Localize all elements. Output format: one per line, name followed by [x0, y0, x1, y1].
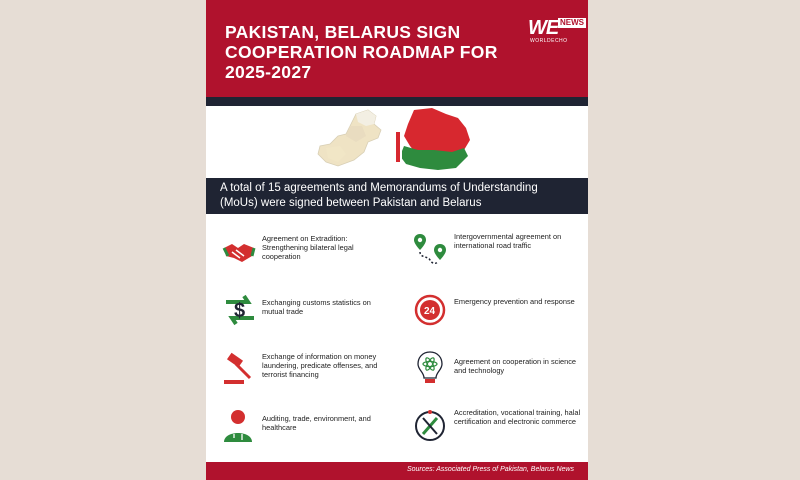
svg-text:$: $: [234, 300, 246, 322]
infographic-card: [206, 0, 588, 480]
tools-icon: [414, 408, 450, 444]
belarus-map: [394, 108, 470, 170]
summary-text: A total of 15 agreements and Memorandums of Understanding (MoUs) were signed between Pakistan and Belarus: [220, 182, 538, 209]
doctor-icon: [222, 408, 258, 444]
header: [206, 0, 588, 97]
24-hour-icon: [414, 292, 450, 328]
handshake-icon: [222, 234, 258, 270]
agreement-label: Intergovernmental agreement on international road traffic: [454, 232, 562, 251]
footer: [206, 462, 588, 480]
agreement-label: Accreditation, vocational training, halal certification and electronic commerce: [454, 408, 581, 427]
agreement-label: Exchanging customs statistics on mutual trade: [262, 298, 371, 317]
svg-text:24: 24: [424, 306, 436, 317]
sources-text: Sources: Associated Press of Pakistan, Belarus News: [406, 466, 574, 473]
agreement-label: Auditing, trade, environment, and healthcare: [262, 414, 371, 433]
agreement-label: Emergency prevention and response: [454, 297, 575, 306]
atom-bulb-icon: [414, 350, 450, 386]
divider-band: [206, 97, 588, 106]
dollar-exchange-icon: [222, 292, 258, 328]
summary-banner: [206, 178, 588, 214]
gavel-icon: [222, 352, 258, 388]
map-illustration: [206, 106, 588, 178]
page-title: PAKISTAN, BELARUS SIGN COOPERATION ROADMAP FOR 2025-2027: [225, 22, 498, 82]
worldecho-logo: WE NEWS WORLDECHO: [528, 17, 584, 44]
route-pins-icon: [414, 232, 450, 268]
pakistan-map: [318, 110, 381, 166]
agreement-label: Exchange of information on money laundering, predicate offenses, and terrorist financing: [262, 352, 378, 380]
agreement-label: Agreement on Extradition: Strengthening bilateral legal cooperation: [262, 234, 354, 262]
agreement-label: Agreement on cooperation in science and technology: [454, 357, 577, 376]
